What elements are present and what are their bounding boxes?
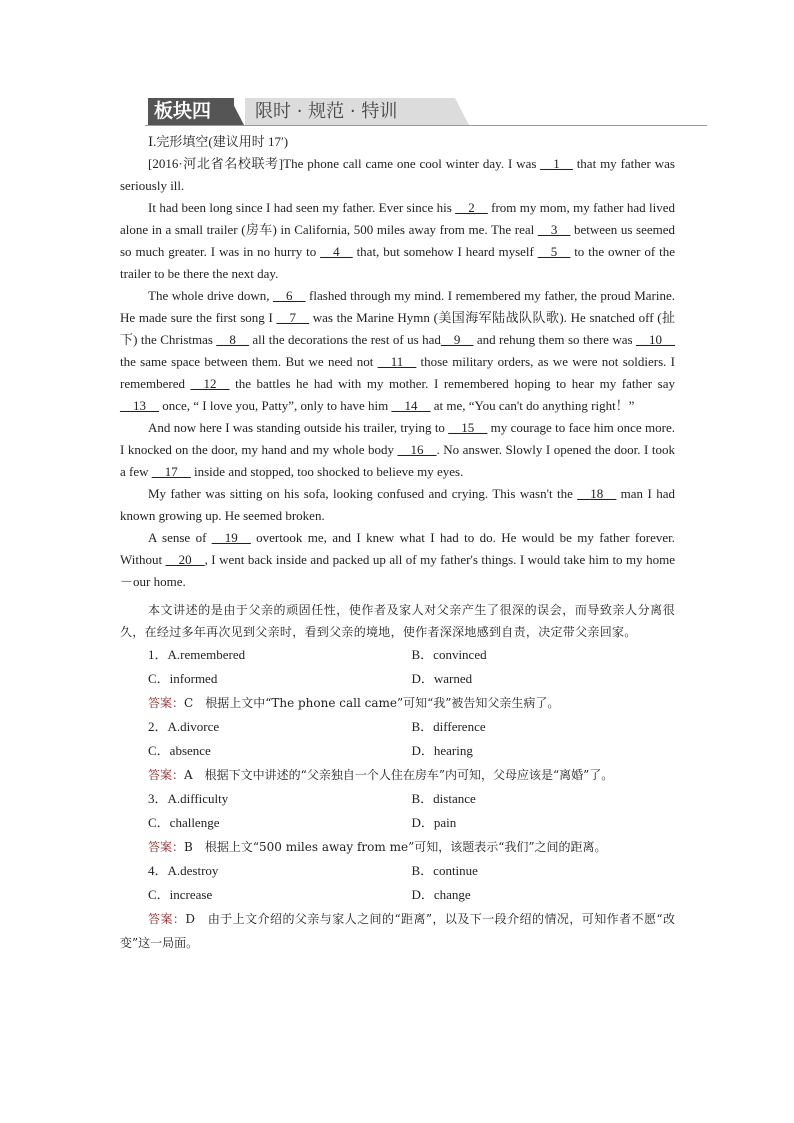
passage-text: the battles he had with my mother. I remembered hoping to hear my father say [229,376,675,391]
option-choice: D．change [411,887,471,902]
passage-summary: 本文讲述的是由于父亲的顽固任性，使作者及家人对父亲产生了很深的误会，而导致亲人分离很久，在经过多年再次见到父亲时，看到父亲的境地，使作者深深地感到自责，决定带父亲回家。 [120,603,675,639]
passage-text: flashed through my mind. I remembered my father, the proud Marine. He made sure the first song I [120,288,675,325]
option-choice: C．informed [148,671,218,686]
passage-text: all the decorations the rest of us had [248,332,441,347]
answer-explanation [120,835,675,859]
cloze-blank: __14__ [391,398,431,413]
cloze-blank: __7__ [276,310,310,325]
cloze-blank: __3__ [537,222,571,237]
section-title: Ⅰ.完形填空(建议用时 17′) [148,134,289,149]
cloze-blank: __6__ [273,288,306,303]
option-row [120,859,675,883]
passage-text: A sense of [148,530,212,545]
passage-text: that my father was seriously ill. [120,156,675,193]
answer-explanation [120,691,675,715]
option-row [120,739,675,763]
cloze-passage [120,153,675,593]
passage-text: from my mom, my father had lived alone in a small trailer (房车) in California, 500 miles away from me. The real [120,200,675,237]
cloze-blank: __4__ [320,244,353,259]
option-choice: 4．A.destroy [148,863,219,878]
passage-text: man I had known growing up. He seemed broken. [120,486,675,523]
option-row [120,715,675,739]
option-choice: C．challenge [148,815,220,830]
cloze-blank: __13__ [120,398,159,413]
option-row [120,787,675,811]
cloze-blank: __2__ [455,200,488,215]
cloze-blank: __18__ [577,486,617,501]
option-choice: C．increase [148,887,213,902]
passage-text: was the Marine Hymn (美国海军陆战队队歌). He snatched off (扯下) the Christmas [120,310,675,347]
answer-label: 答案： [148,840,185,854]
cloze-blank: __20__ [165,552,205,567]
cloze-blank: __10__ [636,332,676,347]
option-choice: B．distance [411,791,476,806]
cloze-blank: __1__ [540,156,573,171]
passage-text: the same space between them. But we need not [120,354,378,369]
passage-text: And now here I was standing outside his trailer, trying to [148,420,449,435]
passage-paragraph [120,527,675,593]
option-choice: D．warned [411,671,473,686]
option-choice: D．hearing [411,743,473,758]
cloze-blank: __16__ [397,442,437,457]
question-list [120,643,675,955]
passage-paragraph [120,483,675,527]
passage-source: [2016·河北省名校联考] [148,156,284,171]
answer-explanation [120,907,675,955]
passage-text: . No answer. Slowly I opened the door. I took a few [120,442,676,479]
cloze-blank: __17__ [151,464,191,479]
answer-text: B 根据上文“500 miles away from me”可知，该题表示“我们”之间的距离。 [184,840,607,854]
passage-text: to the owner of the trailer to be there the next day. [120,244,676,281]
option-row [120,883,675,907]
header-tag: 板块四 [148,98,234,125]
cloze-blank: __15__ [448,420,488,435]
header-rule [145,125,707,126]
passage-text: my courage to face him once more. I knocked on the door, my hand and my whole body [120,420,675,457]
header-subtitle: 限时 · 规范 · 特训 [245,98,455,125]
cloze-blank: __12__ [190,376,230,391]
passage-text: , I went back inside and packed up all of my father's things. I would take him to my home－our home. [120,552,675,589]
answer-text: D 由于上文介绍的父亲与家人之间的“距离”，以及下一段介绍的情况，可知作者不愿“改变”这一局面。 [120,912,675,950]
passage-text: The whole drive down, [148,288,274,303]
header-divider-shape [230,98,244,125]
answer-explanation [120,763,675,787]
document-body [120,131,675,955]
passage-paragraph [120,153,675,197]
passage-text: once, “ I love you, Patty”, only to have him [159,398,392,413]
option-choice: D．pain [411,815,457,830]
cloze-blank: __19__ [211,530,251,545]
answer-label: 答案： [148,912,186,926]
answer-text: A 根据下文中讲述的“父亲独自一个人住在房车”内可知，父母应该是“离婚”了。 [184,768,614,782]
option-choice: 3．A.difficulty [148,791,229,806]
passage-text: The phone call came one cool winter day. I was [283,156,541,171]
passage-text: at me, “You can't do anything right！” [430,398,635,413]
passage-text: My father was sitting on his sofa, looking confused and crying. This wasn't the [148,486,578,501]
option-choice: 2．A.divorce [148,719,220,734]
option-choice: B．convinced [411,647,487,662]
passage-paragraph [120,417,675,483]
option-row [120,811,675,835]
option-choice: B．continue [411,863,478,878]
passage-text: those military orders, as we were not soldiers. I remembered [120,354,676,391]
answer-text: C 根据上文中“The phone call came”可知“我”被告知父亲生病了。 [184,696,560,710]
answer-label: 答案： [148,696,185,710]
cloze-blank: __9__ [440,332,474,347]
passage-paragraph [120,285,675,417]
passage-text: and rehung them so there was [473,332,637,347]
option-row [120,643,675,667]
passage-text: that, but somehow I heard myself [352,244,538,259]
cloze-blank: __5__ [537,244,571,259]
cloze-blank: __11__ [377,354,417,369]
passage-text: overtook me, and I knew what I had to do. He would be my father forever. Without [120,530,675,567]
passage-text: It had been long since I had seen my father. Ever since his [148,200,456,215]
option-row [120,667,675,691]
cloze-blank: __8__ [216,332,249,347]
passage-text: inside and stopped, too shocked to believe my eyes. [190,464,464,479]
answer-label: 答案： [148,768,185,782]
option-choice: B．difference [411,719,486,734]
header-end-shape [455,98,469,125]
passage-paragraph [120,197,675,285]
passage-text: between us seemed so much greater. I was in no hurry to [120,222,675,259]
option-choice: 1．A.remembered [148,647,246,662]
option-choice: C．absence [148,743,211,758]
